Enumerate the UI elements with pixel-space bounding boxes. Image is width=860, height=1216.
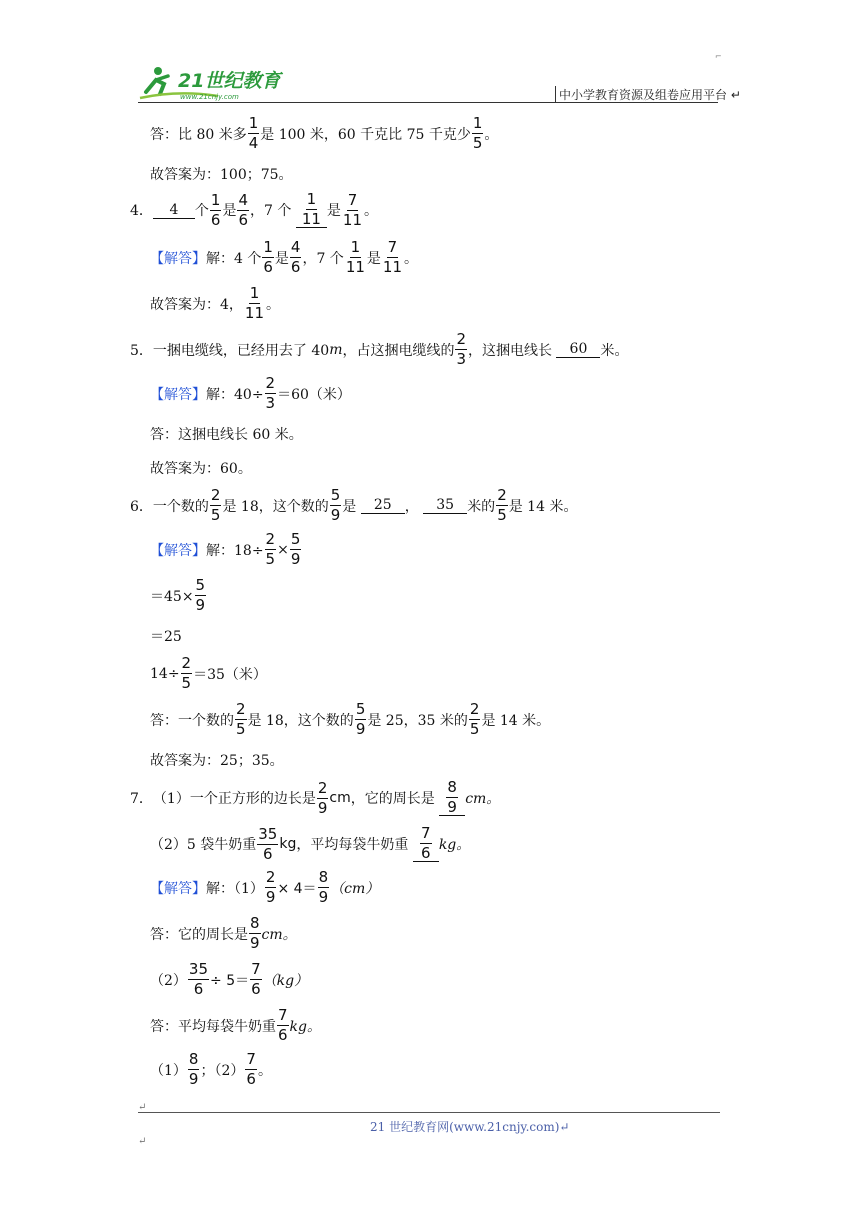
fraction: $\frac{1}{5}$ (472, 114, 483, 152)
answer-blank: $\frac{7}{6}$ (413, 826, 439, 862)
question-7-part1: 7． （1）一个正方形的边长是 $\frac{2}{9}$ cm ，它的周长是 $\frac{8}{9}$ cm。 (130, 778, 501, 817)
paragraph-mark-icon: ↵ (138, 1136, 147, 1147)
fraction: $\frac{1}{6}$ (210, 190, 221, 229)
answer-blank: 4 (153, 202, 195, 219)
q5-solution: 【解答】 解：40÷ $\frac{2}{3}$ ＝60（米） (150, 374, 351, 412)
q6-step3: ＝25 (150, 629, 182, 645)
q3-answer-line: 答：比 80 米多 $\frac{1}{4}$ 是 100 米，60 千克比 75 千克少 $\frac{1}{5}$ 。 (150, 114, 499, 152)
answer-blank: $\frac{1}{11}$ (296, 192, 327, 228)
q7-answer1: 答：它的周长是 $\frac{8}{9}$ cm。 (150, 914, 297, 952)
q6-answer: 答：一个数的 $\frac{2}{5}$ 是 18，这个数的 $\frac{5}{9}$ 是 25，35 米的 $\frac{2}{5}$ 是 14 米。 (150, 700, 551, 738)
fraction: $\frac{1}{4}$ (248, 114, 259, 152)
q7-final-answer: （1） $\frac{8}{9}$ ；（2） $\frac{7}{6}$ 。 (150, 1050, 272, 1088)
q6-step4: 14÷ $\frac{2}{5}$ ＝35（米） (150, 654, 267, 692)
fraction: $\frac{4}{6}$ (238, 190, 249, 229)
site-logo (138, 62, 288, 102)
q6-solution: 【解答】 解：18÷ $\frac{2}{5}$ × $\frac{5}{9}$ (150, 530, 301, 568)
question-5: 5． 一捆电缆线，已经用去了 40 m ，占这捆电缆线的 $\frac{2}{3}$ ，这捆电线长 60 米。 (130, 330, 629, 368)
q5-final-answer: 故答案为：60。 (150, 461, 252, 477)
q4-solution: 【解答】 解：4 个 $\frac{1}{6}$ 是 $\frac{4}{6}$ ，7 个 $\frac{1}{11}$ 是 $\frac{7}{11}$ 。 (150, 238, 418, 276)
q6-step2: ＝45× $\frac{5}{9}$ (150, 576, 206, 614)
answer-blank: 35 (423, 497, 467, 514)
q7-solution2: （2） $\frac{35}{6}$ ÷ 5＝ $\frac{7}{6}$ （kg） (150, 960, 309, 998)
paragraph-mark-icon: ↵ (138, 1102, 147, 1113)
q5-answer: 答：这捆电线长 60 米。 (150, 427, 303, 443)
q3-final-answer: 故答案为：100；75。 (150, 167, 293, 183)
question-4: 4． 4 个 $\frac{1}{6}$ 是 $\frac{4}{6}$ ，7 个 $\frac{1}{11}$ 是 $\frac{7}{11}$ 。 (130, 190, 379, 229)
footer-rule (138, 1112, 720, 1113)
q4-final-answer: 故答案为：4， $\frac{1}{11}$ 。 (150, 284, 281, 322)
logo-url: www.21cnjy.com (180, 93, 239, 101)
header-rule (138, 102, 718, 103)
q6-final-answer: 故答案为：25；35。 (150, 753, 284, 769)
question-6: 6． 一个数的 $\frac{2}{5}$ 是 18，这个数的 $\frac{5}{9}$ 是 25 ， 35 米的 $\frac{2}{5}$ 是 14 米。 (130, 486, 578, 524)
q7-solution: 【解答】 解：（1） $\frac{2}{9}$ × 4＝ $\frac{8}{9}$ （cm） (150, 868, 380, 906)
platform-name: 中小学教育资源及组卷应用平台 ↵ (555, 86, 741, 103)
runner-logo-icon (138, 62, 288, 102)
answer-blank: 60 (556, 341, 600, 358)
answer-blank: $\frac{8}{9}$ (439, 780, 465, 816)
corner-mark: ⌐ (715, 52, 722, 61)
q7-answer2: 答：平均每袋牛奶重 $\frac{7}{6}$ kg。 (150, 1006, 321, 1044)
question-7-part2: （2）5 袋牛奶重 $\frac{35}{6}$ kg ，平均每袋牛奶重 $\frac{7}{6}$ kg。 (150, 824, 471, 863)
answer-blank: 25 (361, 497, 405, 514)
logo-text: 21世纪教育 (178, 70, 281, 92)
footer-text: 21 世纪教育网(www.21cnjy.com)↵ (370, 1120, 570, 1134)
fraction: $\frac{7}{11}$ (342, 190, 363, 229)
